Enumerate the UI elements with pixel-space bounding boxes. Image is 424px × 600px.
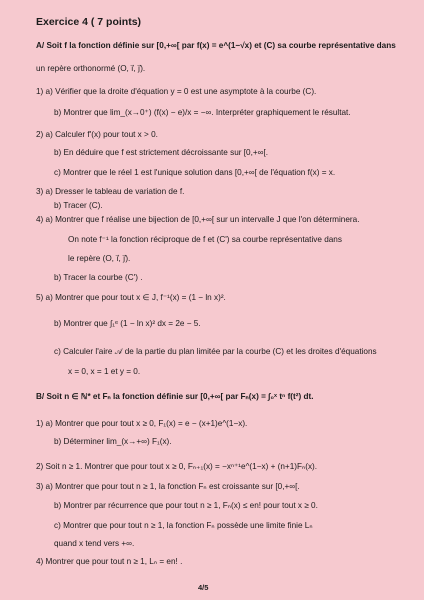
q1a: 1) a) Vérifier que la droite d'équation y = 0 est une asymptote à la courbe (C).	[36, 87, 317, 96]
b-q1b: b) Déterminer lim_(x→+∞) F₁(x).	[54, 437, 172, 446]
q4a-note: On note f⁻¹ la fonction réciproque de f et (C') sa courbe représentative dans	[68, 235, 342, 244]
b-q3b: b) Montrer par récurrence que pour tout n ≥ 1, Fₙ(x) ≤ en! pour tout x ≥ 0.	[54, 501, 318, 510]
page-number: 4/5	[198, 583, 209, 592]
q2c: c) Montrer que le réel 1 est l'unique solution dans [0,+∞[ de l'équation f(x) = x.	[54, 168, 336, 177]
b-q2: 2) Soit n ≥ 1. Montrer que pour tout x ≥ 0, Fₙ₊₁(x) = −xⁿ⁺¹e^(1−x) + (n+1)Fₙ(x).	[36, 462, 318, 471]
q3a: 3) a) Dresser le tableau de variation de f.	[36, 187, 185, 196]
b-q3c: c) Montrer que pour tout n ≥ 1, la fonction Fₙ possède une limite finie Lₙ	[54, 521, 313, 530]
q2b: b) En déduire que f est strictement décroissante sur [0,+∞[.	[54, 148, 269, 157]
part-a-intro-cont: un repère orthonormé (O, i⃗, j⃗).	[36, 64, 146, 73]
q5b: b) Montrer que ∫₁ᵉ (1 − ln x)² dx = 2e − 5.	[54, 319, 201, 328]
q4a: 4) a) Montrer que f réalise une bijection de [0,+∞[ sur un intervalle J que l'on déterminera.	[36, 215, 360, 224]
part-b-intro: B/ Soit n ∈ ℕ* et Fₙ la fonction définie sur [0,+∞[ par Fₙ(x) = ∫₀ˣ tⁿ f(t²) dt.	[36, 392, 314, 401]
q2a: 2) a) Calculer f'(x) pour tout x > 0.	[36, 130, 158, 139]
b-q3c-cont: quand x tend vers +∞.	[54, 539, 135, 548]
exercise-title: Exercice 4 ( 7 points)	[36, 16, 142, 28]
b-q3a: 3) a) Montrer que pour tout n ≥ 1, la fonction Fₙ est croissante sur [0,+∞[.	[36, 482, 300, 491]
q3b: b) Tracer (C).	[54, 201, 103, 210]
part-a-intro: A/ Soit f la fonction définie sur [0,+∞[ par f(x) = e^(1−√x) et (C) sa courbe représentative dans	[36, 41, 396, 50]
q5c: c) Calculer l'aire 𝒜 de la partie du plan limitée par la courbe (C) et les droites d'équations	[54, 347, 377, 356]
q5c-cont: x = 0, x = 1 et y = 0.	[68, 367, 141, 376]
q5a: 5) a) Montrer que pour tout x ∈ J, f⁻¹(x) = (1 − ln x)².	[36, 293, 226, 302]
q1b: b) Montrer que lim_(x→0⁺) (f(x) − e)/x = −∞. Interpréter graphiquement le résultat.	[54, 108, 351, 117]
q4b: b) Tracer la courbe (C') .	[54, 273, 143, 282]
b-q1a: 1) a) Montrer que pour tout x ≥ 0, F₁(x) = e − (x+1)e^(1−x).	[36, 419, 248, 428]
b-q4: 4) Montrer que pour tout n ≥ 1, Lₙ = en! .	[36, 557, 183, 566]
q4a-note-cont: le repère (O, i⃗, j⃗).	[68, 254, 131, 263]
